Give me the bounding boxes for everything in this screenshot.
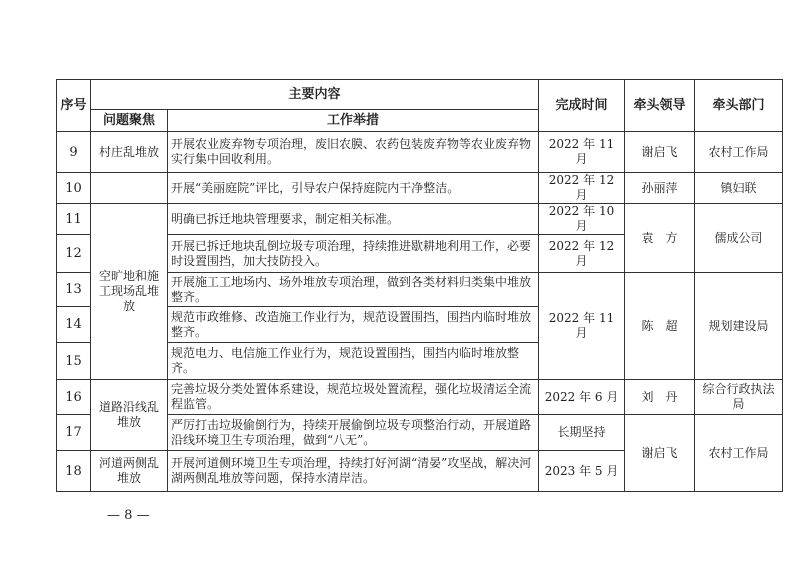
deadline-cell: 2022 年 11 月 [539,132,625,173]
deadline-cell: 2022 年 12 月 [539,235,625,273]
table-row [57,132,783,173]
measure-cell: 开展已拆迁地块乱倒垃圾专项治理，持续推进歇耕地利用工作，必要时设置围挡，加大技防投入。 [168,235,539,273]
deadline-cell: 2022 年 10 月 [539,204,625,235]
leader-cell: 谢启飞 [625,415,695,492]
deadline-cell: 长期坚持 [539,415,625,451]
row-number: 11 [57,204,91,235]
measure-cell: 规范电力、电信施工作业行为，规范设置围挡，围挡内临时堆放整齐。 [168,343,539,380]
header-seq: 序号 [57,80,91,132]
page-number: — 8 — [107,508,150,523]
measures-table [56,79,783,492]
row-number: 13 [57,273,91,307]
deadline-cell: 2022 年 6 月 [539,380,625,415]
table-row [57,204,783,235]
row-number: 15 [57,343,91,380]
focus-cell: 村庄乱堆放 [91,132,168,173]
leader-cell: 袁 方 [625,204,695,273]
header-measures: 工作举措 [168,110,539,132]
department-cell: 农村工作局 [695,415,783,492]
focus-cell: 河道两侧乱堆放 [91,451,168,492]
deadline-cell: 2022 年 11 月 [539,273,625,380]
measure-cell: 严厉打击垃圾偷倒行为，持续开展偷倒垃圾专项整治行动，开展道路沿线环境卫生专项治理，做到“八无”。 [168,415,539,451]
department-cell: 儒成公司 [695,204,783,273]
leader-cell: 陈 超 [625,273,695,380]
measure-cell: 开展河道侧环境卫生专项治理，持续打好河湖“清晏”攻坚战，解决河湖两侧乱堆放等问题，保持水清岸洁。 [168,451,539,492]
department-cell: 规划建设局 [695,273,783,380]
measure-cell: 完善垃圾分类处置体系建设，规范垃圾处置流程，强化垃圾清运全流程监管。 [168,380,539,415]
department-cell: 综合行政执法局 [695,380,783,415]
row-number: 9 [57,132,91,173]
measure-cell: 规范市政维修、改造施工作业行为，规范设置围挡，围挡内临时堆放整齐。 [168,307,539,343]
focus-cell: 空旷地和施工现场乱堆放 [91,204,168,380]
focus-cell: 道路沿线乱堆放 [91,380,168,451]
header-department: 牵头部门 [695,80,783,132]
table-row [57,380,783,415]
focus-cell [91,173,168,204]
leader-cell: 刘 丹 [625,380,695,415]
header-focus: 问题聚焦 [91,110,168,132]
header-main-content: 主要内容 [91,80,539,110]
measure-cell: 开展农业废弃物专项治理，废旧农膜、农药包装废弃物等农业废弃物实行集中回收利用。 [168,132,539,173]
measure-cell: 开展“美丽庭院”评比，引导农户保持庭院内干净整洁。 [168,173,539,204]
leader-cell: 孙丽萍 [625,173,695,204]
department-cell: 农村工作局 [695,132,783,173]
row-number: 14 [57,307,91,343]
row-number: 12 [57,235,91,273]
header-deadline: 完成时间 [539,80,625,132]
table-row [57,173,783,204]
deadline-cell: 2023 年 5 月 [539,451,625,492]
row-number: 18 [57,451,91,492]
row-number: 17 [57,415,91,451]
deadline-cell: 2022 年 12 月 [539,173,625,204]
measure-cell: 明确已拆迁地块管理要求，制定相关标准。 [168,204,539,235]
row-number: 10 [57,173,91,204]
leader-cell: 谢启飞 [625,132,695,173]
header-leader: 牵头领导 [625,80,695,132]
row-number: 16 [57,380,91,415]
measure-cell: 开展施工工地场内、场外堆放专项治理，做到各类材料归类集中堆放整齐。 [168,273,539,307]
department-cell: 镇妇联 [695,173,783,204]
